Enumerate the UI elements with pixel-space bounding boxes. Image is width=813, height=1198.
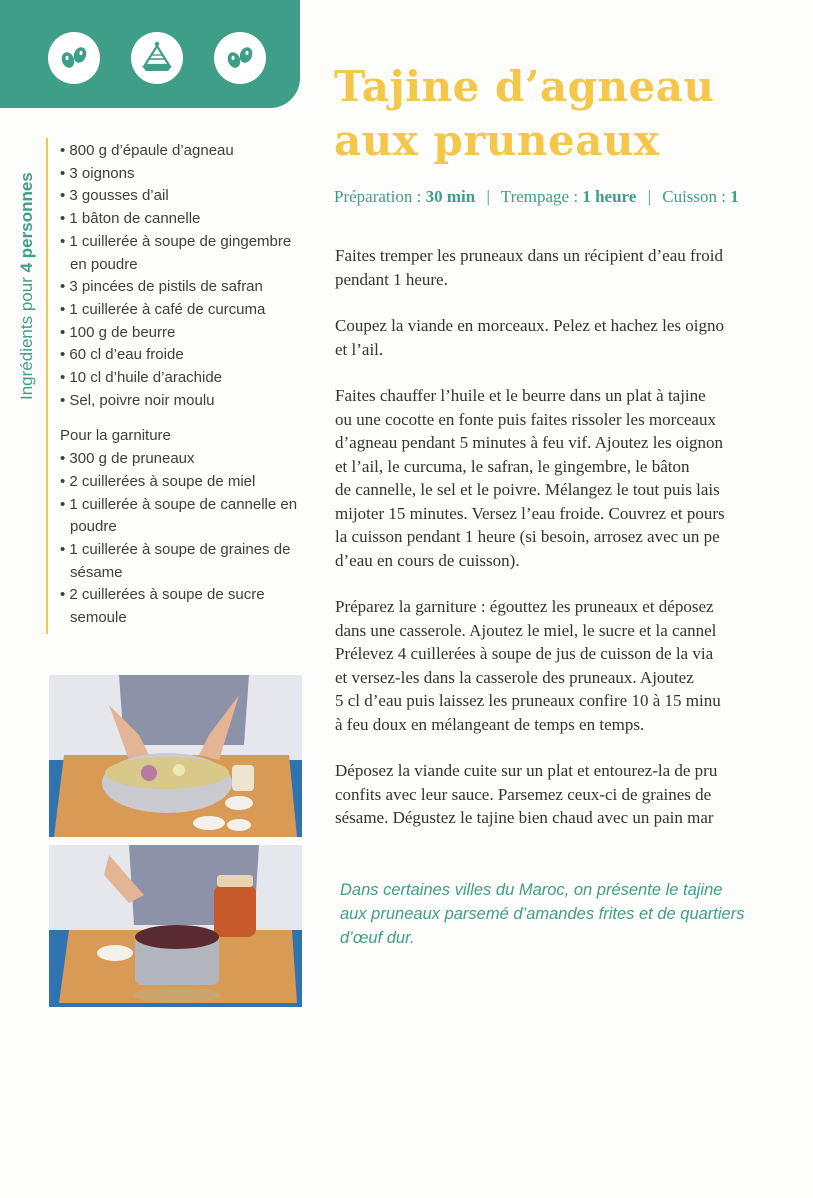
tajine-icon xyxy=(131,32,183,84)
separator: | xyxy=(647,187,651,206)
soak-label: Trempage : xyxy=(500,187,579,206)
olive-icon xyxy=(214,32,266,84)
step-line: à feu doux en mélangeant de temps en temps. xyxy=(335,714,645,734)
cook-value: 1 xyxy=(730,187,739,206)
step-paragraph xyxy=(335,384,813,572)
step-line: ou une cocotte en fonte puis faites rissoler les morceaux xyxy=(335,409,716,429)
ingredients-list xyxy=(60,140,310,630)
ingredient-item: • 300 g de pruneaux xyxy=(60,448,310,471)
ingredients-heading xyxy=(17,172,37,400)
step-line: de cannelle, le sel et le poivre. Mélangez le tout puis lais xyxy=(335,480,720,499)
tip-line: aux pruneaux parsemé d’amandes frites et de quartiers xyxy=(340,905,745,923)
ingredient-item: • 2 cuillerées à soupe de sucre semoule xyxy=(60,584,310,629)
ingredient-item: • 100 g de beurre xyxy=(60,322,310,345)
step-line: sésame. Dégustez le tajine bien chaud avec un pain mar xyxy=(335,808,714,827)
step-line: la cuisson pendant 1 heure (si besoin, arrosez avec un pe xyxy=(335,527,720,546)
tip-line: Dans certaines villes du Maroc, on présente le tajine xyxy=(340,881,723,899)
step-line: Faites tremper les pruneaux dans un récipient d’eau froid xyxy=(335,246,724,265)
step-paragraph xyxy=(335,244,813,291)
ingredient-item: • 1 bâton de cannelle xyxy=(60,208,310,231)
servings: 4 personnes xyxy=(17,172,36,273)
ingredient-item: • 10 cl d’huile d’arachide xyxy=(60,367,310,390)
step-line: Faites chauffer l’huile et le beurre dans un plat à tajine xyxy=(335,386,706,405)
recipe-steps xyxy=(335,244,813,853)
step-paragraph xyxy=(335,314,813,361)
step-line: d’eau en cours de cuisson). xyxy=(335,550,520,570)
step-line: mijoter 15 minutes. Versez l’eau froide. Couvrez et pours xyxy=(335,503,725,523)
ingredient-item: • 1 cuillerée à soupe de gingembre en poudre xyxy=(60,231,310,276)
step-line: d’agneau pendant 5 minutes à feu vif. Ajoutez les oignon xyxy=(335,433,724,452)
recipe-tip xyxy=(340,878,810,950)
main-ingredients xyxy=(60,140,310,412)
step-line: Déposez la viande cuite sur un plat et entourez-la de pru xyxy=(335,761,718,780)
step-line: pendant 1 heure. xyxy=(335,269,448,289)
step-paragraph xyxy=(335,595,813,736)
step-line: et l’ail, le curcuma, le safran, le gingembre, le bâton xyxy=(335,456,690,476)
title-line: aux pruneaux xyxy=(334,116,660,165)
cook-label: Cuisson : xyxy=(662,187,727,206)
olive-icon xyxy=(48,32,100,84)
ingredients-divider xyxy=(46,138,48,634)
step-line: Préparez la garniture : égouttez les pruneaux et déposez xyxy=(335,597,714,616)
header-tab xyxy=(0,0,300,108)
step-line: et versez-les dans la casserole des pruneaux. Ajoutez xyxy=(335,667,694,687)
ingredient-item: • Sel, poivre noir moulu xyxy=(60,390,310,413)
step-line: dans une casserole. Ajoutez le miel, le sucre et la cannel xyxy=(335,620,717,640)
title-line: Tajine d’agneau xyxy=(334,62,715,111)
step-line: 5 cl d’eau puis laissez les pruneaux confire 10 à 15 minu xyxy=(335,691,721,710)
photo-garnish-step xyxy=(49,845,302,1007)
ingredient-item: • 2 cuillerées à soupe de miel xyxy=(60,471,310,494)
garnish-ingredients xyxy=(60,448,310,630)
step-line: confits avec leur sauce. Parsemez ceux-ci de graines de xyxy=(335,784,712,804)
ingredient-item: • 1 cuillerée à soupe de graines de sésame xyxy=(60,539,310,584)
step-line: Coupez la viande en morceaux. Pelez et hachez les oigno xyxy=(335,316,724,335)
ingredient-item: • 3 gousses d’ail xyxy=(60,185,310,208)
separator: | xyxy=(486,187,490,206)
garnish-title: Pour la garniture xyxy=(60,427,171,445)
photo-cooking-step xyxy=(49,675,302,837)
ingredient-item: • 1 cuillerée à soupe de cannelle en poudre xyxy=(60,494,310,539)
ingredient-item: • 800 g d’épaule d’agneau xyxy=(60,140,310,163)
prep-label: Préparation : xyxy=(334,187,422,206)
ingredient-item: • 60 cl d’eau froide xyxy=(60,344,310,367)
tip-line: d’œuf dur. xyxy=(340,929,415,947)
ingredient-item: • 3 oignons xyxy=(60,163,310,186)
ingredient-item: • 1 cuillerée à café de curcuma xyxy=(60,299,310,322)
recipe-times xyxy=(334,187,739,207)
prep-value: 30 min xyxy=(425,187,476,206)
step-line: Prélevez 4 cuillerées à soupe de jus de cuisson de la via xyxy=(335,644,714,663)
soak-value: 1 heure xyxy=(582,187,637,206)
step-paragraph xyxy=(335,759,813,830)
ingredient-item: • 3 pincées de pistils de safran xyxy=(60,276,310,299)
step-line: et l’ail. xyxy=(335,339,384,359)
ingredients-label: Ingrédients pour xyxy=(17,277,36,400)
recipe-title xyxy=(334,60,804,168)
